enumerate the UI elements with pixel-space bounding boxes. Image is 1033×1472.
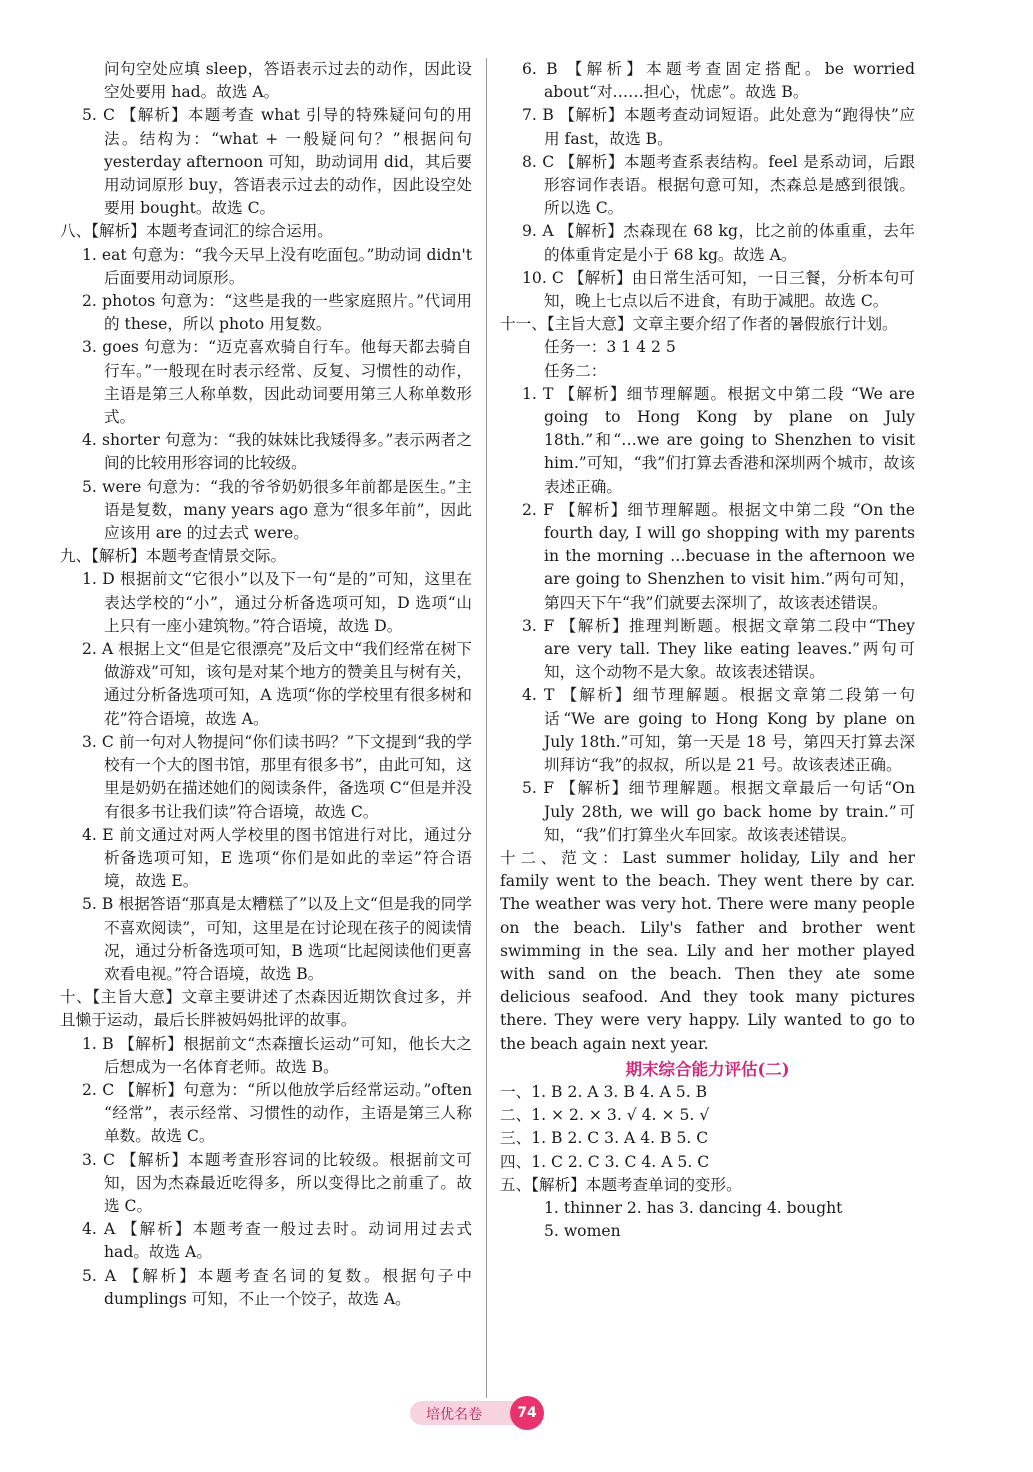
answer-paragraph: 3. goes 句意为：“迈克喜欢骑自行车。他每天都去骑自行车。”一般现在时表示经常、反复、习惯性的动作，主语是第三人称单数，因此动词要用第三人称单数形式。 [82,338,472,427]
answer-paragraph: 2. A 根据上文“但是它很漂亮”及后文中“我们经常在树下做游戏”可知，该句是对某个地方的赞美且与树有关，通过分析备选项可知，A 选项“你的学校里有很多树和花”符合语境，故选 A。 [82,640,472,728]
answer-paragraph: 任务一：3 1 4 2 5 [544,338,676,357]
answer-paragraph: 八、【解析】本题考查词汇的综合运用。 [60,222,333,241]
page-footer [410,1396,560,1430]
left-column [60,58,472,1402]
answer-paragraph: 1. eat 句意为：“我今天早上没有吃面包。”助动词 didn't 后面要用动词原形。 [82,245,472,287]
answer-paragraph: 2. photos 句意为：“这些是我的一些家庭照片。”代词用的 these，所以 photo 用复数。 [82,292,472,334]
answer-paragraph: 4. shorter 句意为：“我的妹妹比我矮得多。”表示两者之间的比较用形容词的比较级。 [82,431,472,473]
answer-paragraph: 十一、【主旨大意】文章主要介绍了作者的暑假旅行计划。 [500,315,898,334]
footer-label: 培优名卷 [426,1407,482,1423]
answer-paragraph: 10. C 【解析】由日常生活可知，一日三餐，分析本句可知，晚上七点以后不进食，有助于减肥。故选 C。 [522,268,915,311]
answer-paragraph: 5. C 【解析】本题考查 what 引导的特殊疑问句的用法。结构为：“what + 一般疑问句？”根据问句 yesterday afternoon 可知，助动词用 did，其后要用动词原形 buy，答语表示过去的动作，因此设空处要用 bought。故选 C。 [82,106,472,218]
answer-paragraph: 3. F 【解析】推理判断题。根据文章第二段中“They are very tall. They like eating leaves.”两句可知，这个动物不是大象。故该表述错误。 [522,616,915,682]
answer-paragraph: 十二、范文：Last summer holiday, Lily and her family went to the beach. They went there by car. The weather was very hot. There were many people on the beach. Lily's father and brother went swimming in the sea. Lily and her mother played with sand on the beach. Then they ate some delicious seafood. And they took many pictures there. They were very happy. Lily wanted to go to the beach again next year. [500,848,915,1053]
section-title: 期末综合能力评估(二) [625,1059,790,1079]
answer-paragraph: 五、【解析】本题考查单词的变形。 [500,1175,742,1194]
right-column [500,58,915,1402]
answer-paragraph: 四、1. C 2. C 3. C 4. A 5. C [500,1152,710,1171]
answer-paragraph: 1. thinner 2. has 3. dancing 4. bought [544,1198,843,1217]
answer-paragraph: 5. B 根据答语“那真是太糟糕了”以及上文“但是我的同学不喜欢阅读”，可知，这里是在讨论现在孩子的阅读情况，通过分析备选项可知，B 选项“比起阅读他们更喜欢看电视。”符合语境，故选 B。 [82,895,472,983]
answer-paragraph: 5. women [544,1222,621,1241]
answer-paragraph: 十、【主旨大意】文章主要讲述了杰森因近期饮食过多，并且懒于运动，最后长胖被妈妈批评的故事。 [60,988,472,1030]
answer-paragraph: 一、1. B 2. A 3. B 4. A 5. B [500,1082,708,1101]
answer-paragraph: 7. B 【解析】本题考查动词短语。此处意为“跑得快”应用 fast，故选 B。 [522,106,915,148]
answer-paragraph: 2. F 【解析】细节理解题。根据文中第二段 “On the fourth day, I will go shopping with my parents in the morning …becuase in the afternoon we are going to Shenzhen to visit him.”两句可知，第四天下午“我”们就要去深圳了，故该表述错误。 [522,500,915,612]
answer-paragraph: 问句空处应填 sleep，答语表示过去的动作，因此设空处要用 had。故选 A。 [104,60,472,102]
answer-paragraph: 二、1. × 2. × 3. √ 4. × 5. √ [500,1106,710,1125]
answer-paragraph: 任务二： [544,361,607,380]
answer-paragraph: 1. T 【解析】细节理解题。根据文中第二段 “We are going to Hong Kong by plane on July 18th.”和“…we are going to Shenzhen to visit him.”可知，“我”们打算去香港和深圳两个城市，故该表述正确。 [522,384,915,496]
answer-paragraph: 4. E 前文通过对两人学校里的图书馆进行对比，通过分析备选项可知，E 选项“你们是如此的幸运”符合语境，故选 E。 [82,825,472,891]
answer-paragraph: 3. C 前一句对人物提问“你们读书吗？”下文提到“我的学校有一个大的图书馆，那里有很多书”，由此可知，这里是奶奶在描述她们的阅读条件，备选项 C“但是并没有很多书让我们读”符合语境，故选 C。 [82,732,472,821]
answer-paragraph: 5. were 句意为：“我的爷爷奶奶很多年前都是医生。”主语是复数，many years ago 意为“很多年前”，因此应该用 are 的过去式 were。 [82,477,472,543]
answer-paragraph: 8. C 【解析】本题考查系表结构。feel 是系动词，后跟形容词作表语。根据句意可知，杰森总是感到很饿。所以选 C。 [522,152,915,218]
answer-paragraph: 5. F 【解析】细节理解题。根据文章最后一句话“On July 28th, we will go back home by train.”可知，“我”们打算坐火车回家。故该表述错误。 [522,779,915,844]
answer-paragraph: 4. A 【解析】本题考查一般过去时。动词用过去式 had。故选 A。 [82,1220,472,1262]
answer-paragraph: 三、1. B 2. C 3. A 4. B 5. C [500,1129,709,1148]
answer-paragraph: 3. C 【解析】本题考查形容词的比较级。根据前文可知，因为杰森最近吃得多，所以变得比之前重了。故选 C。 [82,1150,472,1215]
answer-paragraph: 5. A 【解析】本题考查名词的复数。根据句子中 dumplings 可知，不止一个饺子，故选 A。 [82,1266,472,1308]
page-number: 74 [510,1396,544,1430]
column-divider [486,58,487,1398]
answer-paragraph: 6. B 【解析】本题考查固定搭配。be worried about“对……担心，忧虑”。故选 B。 [522,60,915,102]
answer-paragraph: 1. B 【解析】根据前文“杰森擅长运动”可知，他长大之后想成为一名体育老师。故选 B。 [82,1034,472,1076]
answer-paragraph: 9. A 【解析】杰森现在 68 kg，比之前的体重重，去年的体重肯定是小于 68 kg。故选 A。 [522,222,915,264]
answer-paragraph: 2. C 【解析】句意为：“所以他放学后经常运动。”often “经常”，表示经常、习惯性的动作，主语是第三人称单数。故选 C。 [82,1080,472,1146]
answer-paragraph: 4. T 【解析】细节理解题。根据文章第二段第一句话“We are going to Hong Kong by plane on July 18th.”可知，第一天是 18 号，第四天打算去深圳拜访“我”的叔叔，所以是 21 号。故该表述正确。 [522,686,915,775]
answer-paragraph: 1. D 根据前文“它很小”以及下一句“是的”可知，这里在表达学校的“小”，通过分析备选项可知，D 选项“山上只有一座小建筑物。”符合语境，故选 D。 [82,570,472,635]
answer-paragraph: 九、【解析】本题考查情景交际。 [60,547,287,566]
